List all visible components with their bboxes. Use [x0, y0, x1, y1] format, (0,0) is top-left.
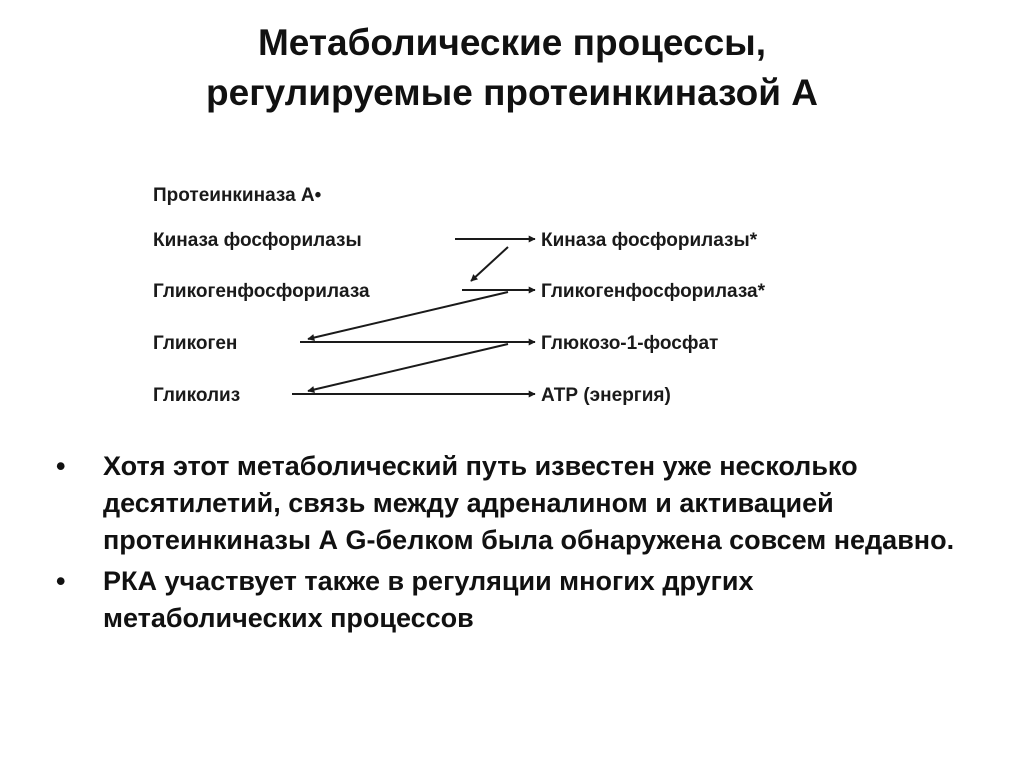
- node-glucose-1-phosphate: Глюкозо-1-фосфат: [541, 333, 719, 354]
- title-line-1: Метаболические процессы,: [257, 22, 767, 63]
- node-glycolysis: Гликолиз: [153, 385, 241, 406]
- node-atp: АТР (энергия): [541, 385, 671, 406]
- node-glycogen: Гликоген: [153, 333, 238, 354]
- node-glycogen-phosphorylase-active: Гликогенфосфорилаза*: [541, 281, 765, 302]
- arrow-g1p-to-glycolysis: [308, 344, 508, 391]
- bullet-item: [56, 448, 956, 559]
- node-phosphorylase-kinase-active: Киназа фосфорилазы*: [541, 230, 758, 251]
- bullet-marker: •: [56, 451, 66, 481]
- bullet-list: [56, 448, 956, 641]
- node-pka-active: Протеинкиназа А•: [153, 185, 322, 206]
- node-glycogen-phosphorylase: Гликогенфосфорилаза: [153, 281, 370, 302]
- bullet-text: РКА участвует также в регуляции многих других метаболических процессов: [103, 566, 754, 633]
- bullet-text: Хотя этот метаболический путь известен уже несколько десятилетий, связь между адреналином и активацией протеинкиназы А G-белком была обнаружена совсем недавно.: [103, 451, 955, 555]
- arrow-kinase-to-phosphorylase: [471, 247, 508, 281]
- node-phosphorylase-kinase: Киназа фосфорилазы: [153, 230, 362, 251]
- title-line-2: регулируемые протеинкиназой А: [206, 72, 818, 113]
- bullet-item: [56, 563, 956, 637]
- bullet-marker: •: [56, 566, 66, 596]
